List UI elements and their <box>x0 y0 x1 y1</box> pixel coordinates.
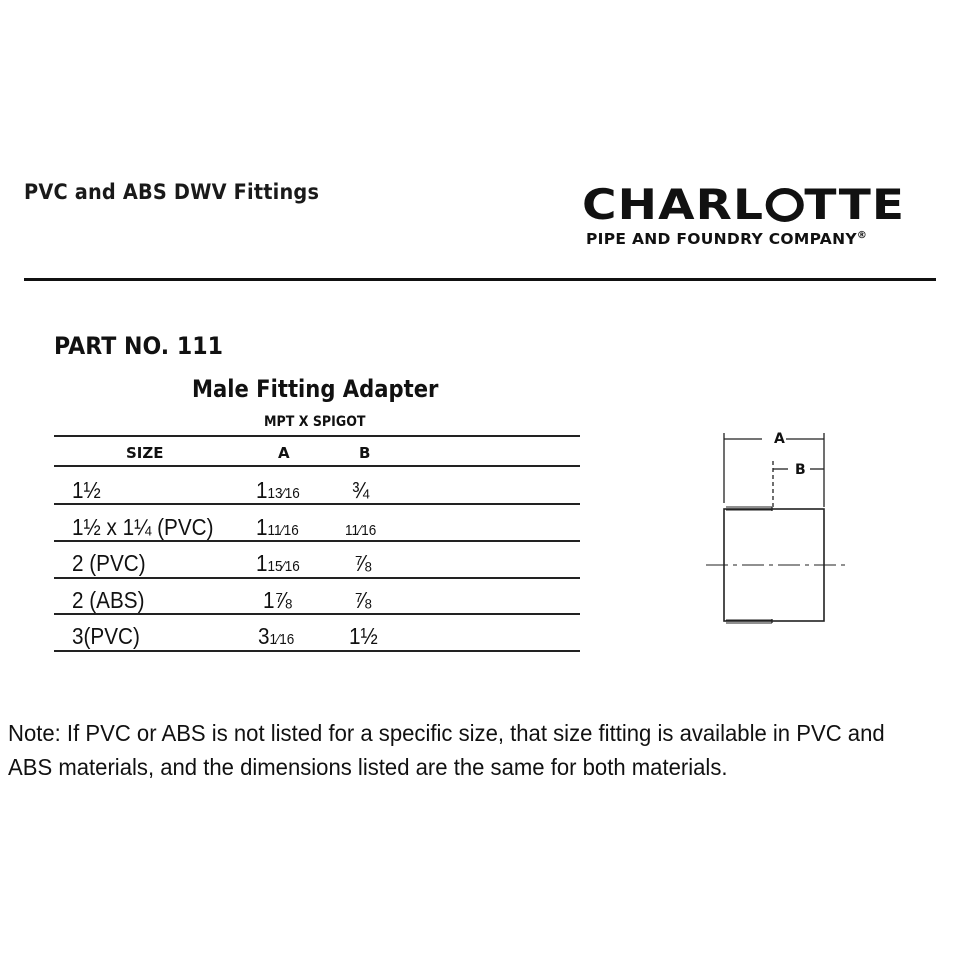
table-rule <box>54 435 580 437</box>
table-rule <box>54 650 580 652</box>
logo-o-ring-icon <box>765 188 803 222</box>
part-number: PART NO. 111 <box>54 332 223 360</box>
cell-b: 1½ <box>349 623 378 649</box>
cell-b: 11⁄16 <box>345 522 377 539</box>
table-rule <box>54 503 580 505</box>
cell-a: 111⁄16 <box>256 514 299 540</box>
part-name: Male Fitting Adapter <box>192 375 439 403</box>
cell-size: 1½ x 1¼ (PVC) <box>72 514 214 540</box>
cell-a: 1⅞ <box>263 587 292 613</box>
cell-a: 113⁄16 <box>256 477 300 503</box>
fitting-diagram <box>700 425 860 635</box>
column-header-b: B <box>359 444 371 462</box>
cell-a: 115⁄16 <box>256 550 300 576</box>
header-divider <box>24 278 936 281</box>
company-logo <box>582 182 927 252</box>
column-header-size: SIZE <box>126 444 164 462</box>
cell-size: 1½ <box>72 477 101 503</box>
cell-size: 2 (ABS) <box>72 587 145 613</box>
cell-a: 31⁄16 <box>258 623 295 649</box>
cell-b: ⅞ <box>354 550 372 576</box>
table-rule <box>54 465 580 467</box>
part-type: MPT X SPIGOT <box>264 414 366 430</box>
document-title: PVC and ABS DWV Fittings <box>24 180 320 204</box>
cell-size: 2 (PVC) <box>72 550 146 576</box>
logo-wordmark: CHARL TTE <box>582 180 906 229</box>
column-header-a: A <box>278 444 290 462</box>
logo-subtitle: PIPE AND FOUNDRY COMPANY® <box>586 230 868 249</box>
table-rule <box>54 577 580 579</box>
cell-b: ¾ <box>352 477 370 503</box>
materials-note: Note: If PVC or ABS is not listed for a specific size, that size fitting is available in PVC and ABS materials, and the dimensions listed are the same for both materials. <box>8 720 885 780</box>
table-rule <box>54 613 580 615</box>
dimension-a-label: A <box>774 431 785 447</box>
cell-b: ⅞ <box>354 587 372 613</box>
cell-size: 3(PVC) <box>72 623 140 649</box>
table-rule <box>54 540 580 542</box>
dimension-b-label: B <box>795 462 806 478</box>
